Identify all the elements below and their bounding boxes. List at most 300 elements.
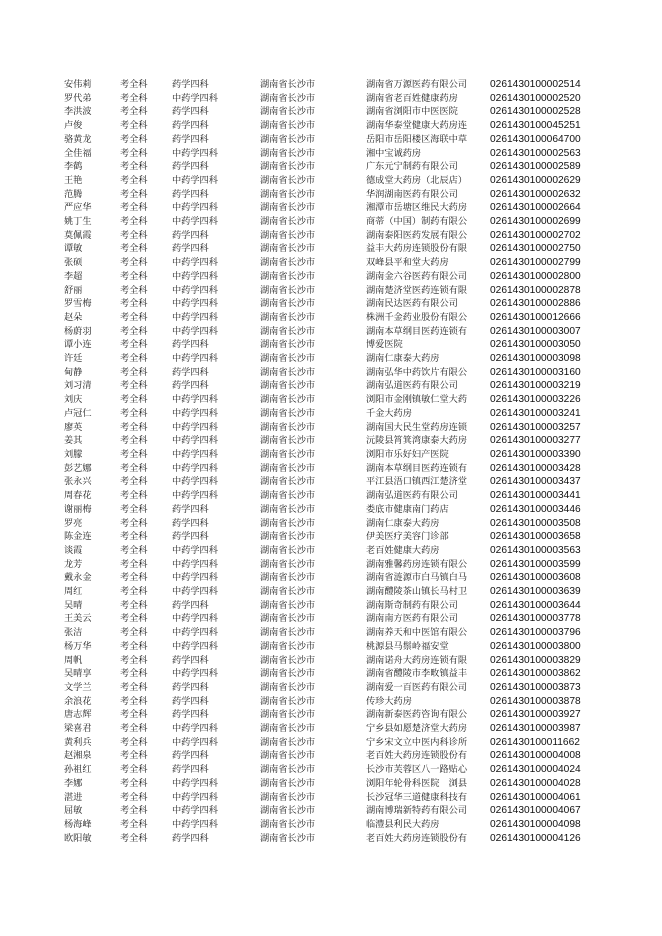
region-cell: 湖南省长沙市 xyxy=(260,311,316,323)
candidate-name-cell: 吴晴 xyxy=(64,599,83,611)
work-unit-cell: 湖南斯奇制药有限公司 xyxy=(366,599,458,611)
region-cell: 湖南省长沙市 xyxy=(260,695,316,707)
work-unit-cell: 湖南诺舟大药房连锁有限 xyxy=(366,654,468,666)
region-cell: 湖南省长沙市 xyxy=(260,366,316,378)
table-row xyxy=(64,421,600,435)
candidate-name-cell: 戴永金 xyxy=(64,572,92,584)
exam-type-cell: 考全科 xyxy=(120,503,148,515)
candidate-name-cell: 王艳 xyxy=(64,174,83,186)
region-cell: 湖南省长沙市 xyxy=(260,353,316,365)
registration-number-cell: 0261430100003428 xyxy=(490,462,581,474)
work-unit-cell: 湖南国大民生堂药房连锁 xyxy=(366,421,468,433)
registration-number-cell: 0261430100003441 xyxy=(490,490,581,502)
subject-cell: 药学四科 xyxy=(172,681,209,693)
exam-type-cell: 考全科 xyxy=(120,421,148,433)
subject-cell: 药学四科 xyxy=(172,243,209,255)
exam-type-cell: 考全科 xyxy=(120,695,148,707)
candidate-name-cell: 湛进 xyxy=(64,791,83,803)
region-cell: 湖南省长沙市 xyxy=(260,791,316,803)
subject-cell: 药学四科 xyxy=(172,517,209,529)
candidate-name-cell: 卢冠仁 xyxy=(64,407,92,419)
table-row xyxy=(64,749,600,763)
subject-cell: 药学四科 xyxy=(172,120,209,132)
registration-number-cell: 0261430100003007 xyxy=(490,325,581,337)
exam-type-cell: 考全科 xyxy=(120,216,148,228)
subject-cell: 药学四科 xyxy=(172,380,209,392)
registration-number-cell: 0261430100003639 xyxy=(490,586,581,598)
region-cell: 湖南省长沙市 xyxy=(260,777,316,789)
table-row xyxy=(64,681,600,695)
subject-cell: 药学四科 xyxy=(172,832,209,844)
registration-number-cell: 0261430100002799 xyxy=(490,257,581,269)
exam-type-cell: 考全科 xyxy=(120,805,148,817)
registration-number-cell: 0261430100002886 xyxy=(490,298,581,310)
candidate-name-cell: 姜其 xyxy=(64,435,83,447)
work-unit-cell: 湖南雅馨药房连锁有限公 xyxy=(366,558,468,570)
candidate-name-cell: 赵湘泉 xyxy=(64,750,92,762)
work-unit-cell: 长沙冠华三道健康科技有 xyxy=(366,791,468,803)
exam-type-cell: 考全科 xyxy=(120,353,148,365)
registration-number-cell: 0261430100003257 xyxy=(490,421,581,433)
exam-type-cell: 考全科 xyxy=(120,476,148,488)
subject-cell: 药学四科 xyxy=(172,339,209,351)
work-unit-cell: 湖南弘道医药有限公司 xyxy=(366,490,458,502)
table-row xyxy=(64,215,600,229)
registration-number-cell: 0261430100004008 xyxy=(490,750,581,762)
registration-number-cell: 0261430100003599 xyxy=(490,558,581,570)
region-cell: 湖南省长沙市 xyxy=(260,448,316,460)
region-cell: 湖南省长沙市 xyxy=(260,421,316,433)
candidate-name-cell: 姚丁生 xyxy=(64,216,92,228)
candidate-name-cell: 罗亮 xyxy=(64,517,83,529)
subject-cell: 药学四科 xyxy=(172,366,209,378)
candidate-name-cell: 李超 xyxy=(64,270,83,282)
candidate-name-cell: 欧阳敏 xyxy=(64,832,92,844)
work-unit-cell: 湖南爱一百医药有限公司 xyxy=(366,681,468,693)
region-cell: 湖南省长沙市 xyxy=(260,572,316,584)
region-cell: 湖南省长沙市 xyxy=(260,736,316,748)
work-unit-cell: 娄底市健康南门药店 xyxy=(366,503,449,515)
candidate-name-cell: 周帆 xyxy=(64,654,83,666)
registration-number-cell: 0261430100002589 xyxy=(490,161,581,173)
work-unit-cell: 平江县浯口镇西江楚济堂 xyxy=(366,476,468,488)
exam-type-cell: 考全科 xyxy=(120,681,148,693)
work-unit-cell: 湖南养天和中医馆有限公 xyxy=(366,627,468,639)
table-row xyxy=(64,133,600,147)
work-unit-cell: 湖南本草纲目医药连锁有 xyxy=(366,462,468,474)
candidate-name-cell: 吴晴享 xyxy=(64,668,92,680)
region-cell: 湖南省长沙市 xyxy=(260,380,316,392)
subject-cell: 中药学四科 xyxy=(172,325,218,337)
registration-number-cell: 0261430100004067 xyxy=(490,805,581,817)
candidate-name-cell: 周春花 xyxy=(64,490,92,502)
table-row xyxy=(64,722,600,736)
exam-type-cell: 考全科 xyxy=(120,599,148,611)
table-row xyxy=(64,585,600,599)
candidate-name-cell: 甸静 xyxy=(64,366,83,378)
work-unit-cell: 湖南本草纲目医药连锁有 xyxy=(366,325,468,337)
registration-number-cell: 0261430100002702 xyxy=(490,229,581,241)
registration-number-cell: 0261430100004098 xyxy=(490,818,581,830)
table-row xyxy=(64,736,600,750)
subject-cell: 中药学四科 xyxy=(172,627,218,639)
candidate-name-cell: 张硕 xyxy=(64,257,83,269)
region-cell: 湖南省长沙市 xyxy=(260,229,316,241)
registration-number-cell: 0261430100003277 xyxy=(490,435,581,447)
exam-type-cell: 考全科 xyxy=(120,339,148,351)
work-unit-cell: 老百姓大药房连锁股份有 xyxy=(366,832,468,844)
subject-cell: 中药学四科 xyxy=(172,476,218,488)
table-row xyxy=(64,558,600,572)
exam-type-cell: 考全科 xyxy=(120,750,148,762)
candidate-name-cell: 余浪花 xyxy=(64,695,92,707)
table-row xyxy=(64,188,600,202)
subject-cell: 药学四科 xyxy=(172,229,209,241)
region-cell: 湖南省长沙市 xyxy=(260,750,316,762)
table-row xyxy=(64,667,600,681)
exam-type-cell: 考全科 xyxy=(120,435,148,447)
subject-cell: 中药学四科 xyxy=(172,572,218,584)
work-unit-cell: 伊美医疗美容门诊部 xyxy=(366,531,449,543)
registration-number-cell: 0261430100002514 xyxy=(490,79,581,90)
region-cell: 湖南省长沙市 xyxy=(260,668,316,680)
subject-cell: 药学四科 xyxy=(172,503,209,515)
table-row xyxy=(64,448,600,462)
registration-number-cell: 0261430100003226 xyxy=(490,394,581,406)
exam-type-cell: 考全科 xyxy=(120,407,148,419)
work-unit-cell: 湖南仁康泰大药房 xyxy=(366,353,440,365)
region-cell: 湖南省长沙市 xyxy=(260,79,316,90)
registration-number-cell: 0261430100003437 xyxy=(490,476,581,488)
subject-cell: 中药学四科 xyxy=(172,448,218,460)
subject-cell: 中药学四科 xyxy=(172,736,218,748)
registration-number-cell: 0261430100012666 xyxy=(490,311,581,323)
registration-number-cell: 0261430100002878 xyxy=(490,284,581,296)
subject-cell: 中药学四科 xyxy=(172,462,218,474)
subject-cell: 药学四科 xyxy=(172,531,209,543)
exam-type-cell: 考全科 xyxy=(120,106,148,118)
registration-number-cell: 0261430100003778 xyxy=(490,613,581,625)
registration-number-cell: 0261430100002528 xyxy=(490,106,581,118)
exam-type-cell: 考全科 xyxy=(120,572,148,584)
work-unit-cell: 湘潭市岳塘区维民大药房 xyxy=(366,202,468,214)
region-cell: 湖南省长沙市 xyxy=(260,106,316,118)
exam-type-cell: 考全科 xyxy=(120,257,148,269)
registration-number-cell: 0261430100003219 xyxy=(490,380,581,392)
region-cell: 湖南省长沙市 xyxy=(260,216,316,228)
region-cell: 湖南省长沙市 xyxy=(260,627,316,639)
work-unit-cell: 老百姓大药房连锁股份有 xyxy=(366,750,468,762)
work-unit-cell: 浏阳市金刚镇敏仁堂大药 xyxy=(366,394,468,406)
region-cell: 湖南省长沙市 xyxy=(260,517,316,529)
exam-type-cell: 考全科 xyxy=(120,709,148,721)
exam-type-cell: 考全科 xyxy=(120,366,148,378)
subject-cell: 中药学四科 xyxy=(172,311,218,323)
table-row xyxy=(64,489,600,503)
table-row xyxy=(64,92,600,106)
region-cell: 湖南省长沙市 xyxy=(260,174,316,186)
table-row xyxy=(64,654,600,668)
exam-type-cell: 考全科 xyxy=(120,161,148,173)
subject-cell: 中药学四科 xyxy=(172,298,218,310)
region-cell: 湖南省长沙市 xyxy=(260,640,316,652)
region-cell: 湖南省长沙市 xyxy=(260,257,316,269)
exam-type-cell: 考全科 xyxy=(120,627,148,639)
registration-number-cell: 0261430100003862 xyxy=(490,668,581,680)
region-cell: 湖南省长沙市 xyxy=(260,599,316,611)
work-unit-cell: 商蒂（中国）制药有限公 xyxy=(366,216,468,228)
table-row xyxy=(64,612,600,626)
region-cell: 湖南省长沙市 xyxy=(260,202,316,214)
exam-type-cell: 考全科 xyxy=(120,243,148,255)
work-unit-cell: 浏阳市乐好妇产医院 xyxy=(366,448,449,460)
candidate-name-cell: 杨海峰 xyxy=(64,818,92,830)
work-unit-cell: 株洲千金药业股份有限公 xyxy=(366,311,468,323)
exam-type-cell: 考全科 xyxy=(120,79,148,90)
exam-type-cell: 考全科 xyxy=(120,188,148,200)
region-cell: 湖南省长沙市 xyxy=(260,161,316,173)
candidate-name-cell: 文学兰 xyxy=(64,681,92,693)
subject-cell: 中药学四科 xyxy=(172,818,218,830)
work-unit-cell: 广东元宁制药有限公司 xyxy=(366,161,458,173)
work-unit-cell: 岳阳市岳阳楼区海联中草 xyxy=(366,133,468,145)
table-row xyxy=(64,147,600,161)
table-row xyxy=(64,462,600,476)
work-unit-cell: 传珍大药房 xyxy=(366,695,412,707)
subject-cell: 中药学四科 xyxy=(172,270,218,282)
exam-type-cell: 考全科 xyxy=(120,174,148,186)
work-unit-cell: 宁乡宋文立中医内科诊所 xyxy=(366,736,468,748)
region-cell: 湖南省长沙市 xyxy=(260,818,316,830)
work-unit-cell: 湖南民达医药有限公司 xyxy=(366,298,458,310)
candidate-name-cell: 孙祖红 xyxy=(64,764,92,776)
subject-cell: 中药学四科 xyxy=(172,791,218,803)
table-row xyxy=(64,503,600,517)
subject-cell: 药学四科 xyxy=(172,599,209,611)
table-row xyxy=(64,242,600,256)
subject-cell: 中药学四科 xyxy=(172,805,218,817)
table-row xyxy=(64,434,600,448)
region-cell: 湖南省长沙市 xyxy=(260,476,316,488)
subject-cell: 中药学四科 xyxy=(172,490,218,502)
candidate-name-cell: 张永兴 xyxy=(64,476,92,488)
table-row xyxy=(64,105,600,119)
region-cell: 湖南省长沙市 xyxy=(260,325,316,337)
registration-number-cell: 0261430100004024 xyxy=(490,764,581,776)
subject-cell: 中药学四科 xyxy=(172,407,218,419)
region-cell: 湖南省长沙市 xyxy=(260,133,316,145)
exam-type-cell: 考全科 xyxy=(120,586,148,598)
work-unit-cell: 湖南弘道医药有限公司 xyxy=(366,380,458,392)
candidate-name-cell: 李鹤 xyxy=(64,161,83,173)
work-unit-cell: 桃源县马鬃岭福安堂 xyxy=(366,640,449,652)
candidate-name-cell: 张洁 xyxy=(64,627,83,639)
candidate-name-cell: 龙芳 xyxy=(64,558,83,570)
table-row xyxy=(64,804,600,818)
region-cell: 湖南省长沙市 xyxy=(260,462,316,474)
candidate-name-cell: 杨万华 xyxy=(64,640,92,652)
table-row xyxy=(64,517,600,531)
exam-type-cell: 考全科 xyxy=(120,394,148,406)
candidate-name-cell: 莫佩霞 xyxy=(64,229,92,241)
registration-number-cell: 0261430100002632 xyxy=(490,188,581,200)
region-cell: 湖南省长沙市 xyxy=(260,120,316,132)
candidate-name-cell: 廖英 xyxy=(64,421,83,433)
table-body xyxy=(64,78,600,845)
region-cell: 湖南省长沙市 xyxy=(260,407,316,419)
work-unit-cell: 湖南弘华中药饮片有限公 xyxy=(366,366,468,378)
exam-type-cell: 考全科 xyxy=(120,490,148,502)
table-row xyxy=(64,366,600,380)
region-cell: 湖南省长沙市 xyxy=(260,435,316,447)
exam-type-cell: 考全科 xyxy=(120,791,148,803)
region-cell: 湖南省长沙市 xyxy=(260,531,316,543)
region-cell: 湖南省长沙市 xyxy=(260,298,316,310)
candidate-name-cell: 安伟莉 xyxy=(64,79,92,90)
region-cell: 湖南省长沙市 xyxy=(260,709,316,721)
registration-number-cell: 0261430100003927 xyxy=(490,709,581,721)
registration-number-cell: 0261430100003644 xyxy=(490,599,581,611)
registration-number-cell: 0261430100003800 xyxy=(490,640,581,652)
registration-number-cell: 0261430100003050 xyxy=(490,339,581,351)
subject-cell: 中药学四科 xyxy=(172,435,218,447)
table-row xyxy=(64,256,600,270)
candidate-name-cell: 谭小连 xyxy=(64,339,92,351)
exam-type-cell: 考全科 xyxy=(120,311,148,323)
region-cell: 湖南省长沙市 xyxy=(260,188,316,200)
registration-number-cell: 0261430100004061 xyxy=(490,791,581,803)
subject-cell: 药学四科 xyxy=(172,750,209,762)
work-unit-cell: 益丰大药房连锁股份有限 xyxy=(366,243,468,255)
table-row xyxy=(64,284,600,298)
region-cell: 湖南省长沙市 xyxy=(260,654,316,666)
exam-type-cell: 考全科 xyxy=(120,558,148,570)
subject-cell: 中药学四科 xyxy=(172,216,218,228)
subject-cell: 中药学四科 xyxy=(172,558,218,570)
exam-type-cell: 考全科 xyxy=(120,654,148,666)
subject-cell: 中药学四科 xyxy=(172,284,218,296)
table-row xyxy=(64,818,600,832)
registration-table xyxy=(64,78,600,845)
candidate-name-cell: 彭艺娜 xyxy=(64,462,92,474)
table-row xyxy=(64,201,600,215)
region-cell: 湖南省长沙市 xyxy=(260,92,316,104)
table-row xyxy=(64,777,600,791)
candidate-name-cell: 杨蔚羽 xyxy=(64,325,92,337)
exam-type-cell: 考全科 xyxy=(120,818,148,830)
exam-type-cell: 考全科 xyxy=(120,202,148,214)
candidate-name-cell: 范腾 xyxy=(64,188,83,200)
work-unit-cell: 湖南省醴陵市李畋镇益丰 xyxy=(366,668,468,680)
registration-number-cell: 0261430100002664 xyxy=(490,202,581,214)
registration-number-cell: 0261430100003829 xyxy=(490,654,581,666)
work-unit-cell: 湘中宝诚药房 xyxy=(366,147,422,159)
candidate-name-cell: 谢丽梅 xyxy=(64,503,92,515)
table-row xyxy=(64,571,600,585)
registration-number-cell: 0261430100045251 xyxy=(490,120,581,132)
subject-cell: 中药学四科 xyxy=(172,353,218,365)
table-row xyxy=(64,544,600,558)
candidate-name-cell: 舒丽 xyxy=(64,284,83,296)
work-unit-cell: 湖南省老百姓健康药房 xyxy=(366,92,458,104)
candidate-name-cell: 周红 xyxy=(64,586,83,598)
registration-number-cell: 0261430100003390 xyxy=(490,448,581,460)
exam-type-cell: 考全科 xyxy=(120,448,148,460)
work-unit-cell: 湖南省浏阳市中医医院 xyxy=(366,106,458,118)
exam-type-cell: 考全科 xyxy=(120,668,148,680)
candidate-name-cell: 黄利兵 xyxy=(64,736,92,748)
region-cell: 湖南省长沙市 xyxy=(260,339,316,351)
subject-cell: 中药学四科 xyxy=(172,202,218,214)
region-cell: 湖南省长沙市 xyxy=(260,270,316,282)
region-cell: 湖南省长沙市 xyxy=(260,558,316,570)
region-cell: 湖南省长沙市 xyxy=(260,723,316,735)
candidate-name-cell: 谈霞 xyxy=(64,544,83,556)
registration-number-cell: 0261430100003508 xyxy=(490,517,581,529)
registration-number-cell: 0261430100002699 xyxy=(490,216,581,228)
exam-type-cell: 考全科 xyxy=(120,92,148,104)
subject-cell: 药学四科 xyxy=(172,106,209,118)
region-cell: 湖南省长沙市 xyxy=(260,147,316,159)
subject-cell: 中药学四科 xyxy=(172,613,218,625)
work-unit-cell: 湖南金六谷医药有限公司 xyxy=(366,270,468,282)
work-unit-cell: 长沙市芙蓉区八一路贴心 xyxy=(366,764,468,776)
exam-type-cell: 考全科 xyxy=(120,764,148,776)
table-row xyxy=(64,475,600,489)
candidate-name-cell: 卢俊 xyxy=(64,120,83,132)
table-row xyxy=(64,325,600,339)
registration-number-cell: 0261430100002520 xyxy=(490,92,581,104)
candidate-name-cell: 刘朦 xyxy=(64,448,83,460)
region-cell: 湖南省长沙市 xyxy=(260,681,316,693)
exam-type-cell: 考全科 xyxy=(120,736,148,748)
candidate-name-cell: 梁喜君 xyxy=(64,723,92,735)
region-cell: 湖南省长沙市 xyxy=(260,243,316,255)
region-cell: 湖南省长沙市 xyxy=(260,805,316,817)
subject-cell: 中药学四科 xyxy=(172,257,218,269)
exam-type-cell: 考全科 xyxy=(120,462,148,474)
registration-number-cell: 0261430100002750 xyxy=(490,243,581,255)
work-unit-cell: 临澧县利民大药房 xyxy=(366,818,440,830)
exam-type-cell: 考全科 xyxy=(120,133,148,145)
table-row xyxy=(64,708,600,722)
exam-type-cell: 考全科 xyxy=(120,531,148,543)
region-cell: 湖南省长沙市 xyxy=(260,394,316,406)
table-row xyxy=(64,791,600,805)
exam-type-cell: 考全科 xyxy=(120,298,148,310)
registration-number-cell: 0261430100003796 xyxy=(490,627,581,639)
table-row xyxy=(64,297,600,311)
registration-number-cell: 0261430100002629 xyxy=(490,174,581,186)
exam-type-cell: 考全科 xyxy=(120,640,148,652)
registration-number-cell: 0261430100004028 xyxy=(490,777,581,789)
region-cell: 湖南省长沙市 xyxy=(260,490,316,502)
candidate-name-cell: 骆黄龙 xyxy=(64,133,92,145)
candidate-name-cell: 王美云 xyxy=(64,613,92,625)
exam-type-cell: 考全科 xyxy=(120,777,148,789)
subject-cell: 中药学四科 xyxy=(172,723,218,735)
table-row xyxy=(64,229,600,243)
exam-type-cell: 考全科 xyxy=(120,723,148,735)
candidate-name-cell: 谭敏 xyxy=(64,243,83,255)
subject-cell: 中药学四科 xyxy=(172,147,218,159)
candidate-name-cell: 陈金连 xyxy=(64,531,92,543)
table-row xyxy=(64,160,600,174)
work-unit-cell: 老百姓健康大药房 xyxy=(366,544,440,556)
registration-number-cell: 0261430100003446 xyxy=(490,503,581,515)
work-unit-cell: 湖南华泰堂健康大药房连 xyxy=(366,120,468,132)
registration-number-cell: 0261430100004126 xyxy=(490,832,581,844)
